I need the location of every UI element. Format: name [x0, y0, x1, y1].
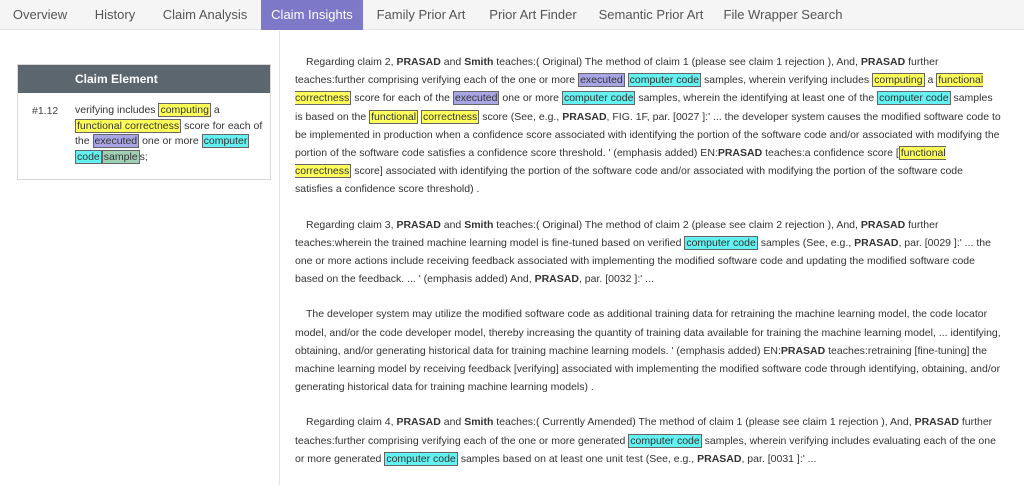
claim-element-number: #1.12	[32, 105, 59, 117]
insight-text: , FIG. 1F, par. [0027 ]:' ... the developer system causes the modified software code to be implemented in production when a confidence score associated with identifying the portion of the software code and/or associated with modifying the portion of the software code satisfies a confidence score threshold. ' (emphasis added) EN:	[295, 110, 1001, 160]
insight-text: and	[443, 56, 462, 68]
insight-text: one or more	[502, 92, 560, 105]
highlight-executed: executed	[454, 92, 498, 105]
tab-semantic-prior-art[interactable]: Semantic Prior Art	[598, 7, 704, 22]
insight-text: teaches:a confidence score [	[765, 147, 899, 160]
insight-text: samples, wherein verifying includes	[704, 74, 870, 87]
claim-element-text	[75, 103, 267, 165]
highlight-functional-correctness: functional correctness	[77, 119, 180, 132]
insight-text: and	[443, 416, 462, 429]
reference-name: PRASAD	[534, 273, 579, 286]
tab-prior-art-finder[interactable]: Prior Art Finder	[489, 7, 577, 22]
insight-text: samples, wherein verifying includes evaluating each of the one or more generated	[295, 434, 996, 465]
insight-text: a	[927, 74, 934, 87]
tab-overview[interactable]: Overview	[12, 7, 68, 22]
insight-paragraph-quote	[295, 305, 1003, 396]
highlight-executed: executed	[580, 74, 623, 87]
highlight-computing: computing	[160, 104, 209, 116]
insight-text: , par. [0031 ]:' ...	[741, 452, 817, 465]
reference-name: PRASAD	[396, 218, 441, 231]
reference-name: PRASAD	[396, 416, 441, 429]
insight-text: teaches:( Original) The method of claim 2 (please see claim 2 rejection ), And,	[496, 218, 858, 231]
insight-text: teaches:retraining [fine-tuning] the machine learning model by receiving feedback [verifying] associated with implementing the modified software code through identifying, obtaining, and/or generating historical data for training machine learning models) .	[295, 344, 1001, 394]
tab-history[interactable]: History	[94, 7, 136, 22]
insight-text: Regarding claim 3,	[306, 218, 394, 231]
insight-paragraph-claim-3	[295, 216, 1003, 289]
insight-text: and	[443, 218, 462, 231]
highlight-correctness: correctness	[423, 110, 478, 123]
tab-claim-insights[interactable]: Claim Insights	[261, 0, 363, 30]
insight-text: further teaches:further comprising verifying each of the one or more generated	[295, 416, 993, 447]
highlight-computer-code: computer code	[630, 434, 700, 447]
reference-name: PRASAD	[396, 56, 441, 68]
reference-name: PRASAD	[717, 147, 763, 160]
highlight-functional-correctness: functional correctness	[295, 74, 984, 105]
highlight-computer-code: computer code	[386, 452, 456, 465]
highlight-computer-code: computer code	[563, 92, 634, 105]
insight-text: further teaches:further comprising verifying each of the one or more	[295, 56, 939, 87]
highlight-sample: sample	[103, 150, 138, 163]
claim-text: s;	[139, 150, 148, 163]
highlight-executed: executed	[94, 135, 138, 147]
reference-name: PRASAD	[697, 452, 742, 465]
insight-paragraph-claim-2	[295, 53, 1003, 199]
claim-text: score for each of the	[75, 119, 263, 147]
reference-name: PRASAD	[860, 218, 906, 231]
reference-name: Smith	[464, 416, 494, 429]
reference-name: PRASAD	[562, 110, 607, 123]
highlight-computer: computer	[203, 135, 248, 147]
highlight-functional: functional	[371, 110, 417, 123]
claim-element-card	[17, 64, 271, 180]
highlight-code: code	[77, 150, 100, 163]
reference-name: PRASAD	[860, 56, 906, 68]
highlight-computer-code: computer code	[686, 236, 756, 249]
insight-text: further teaches:wherein the trained machine learning model is fine-tuned based on verified	[295, 218, 939, 249]
reference-name: Smith	[464, 56, 494, 68]
tab-file-wrapper-search[interactable]: File Wrapper Search	[723, 7, 843, 22]
claim-text: verifying includes	[75, 104, 156, 116]
reference-name: PRASAD	[780, 344, 826, 357]
reference-name: PRASAD	[914, 416, 959, 429]
claim-text: one or more	[142, 135, 199, 147]
tab-bar	[0, 0, 1024, 30]
insight-text: samples (See, e.g.,	[760, 236, 852, 249]
insight-text: score] associated with identifying the portion of the software code and/or associated with modifying the portion of the software code satisfies a confidence score threshold) .	[295, 165, 963, 196]
insights-content	[295, 53, 1003, 485]
insight-text: teaches:( Currently Amended) The method of claim 1 (please see claim 1 rejection ), And,	[496, 416, 912, 429]
insight-text: samples, wherein the identifying at least one of the	[638, 92, 875, 105]
tab-family-prior-art[interactable]: Family Prior Art	[376, 7, 466, 22]
highlight-functional-correctness: functional correctness	[295, 147, 946, 178]
reference-name: Smith	[464, 218, 494, 231]
claim-element-header: Claim Element	[18, 65, 270, 93]
insight-text: Regarding claim 2,	[306, 56, 394, 68]
insight-text: samples based on at least one unit test (See, e.g.,	[460, 452, 695, 465]
tab-claim-analysis[interactable]: Claim Analysis	[162, 7, 248, 22]
insight-text: score for each of the	[354, 92, 450, 105]
insight-text: The developer system may utilize the modified software code as additional training data for retraining the machine learning model, the code locator model, and/or the code developer model, thereby increasing the quantity of training data available for training the machine learning model, ... identifying, obtaining, and/or generating historical data for training machine learning models. ' (emphasis added) EN:	[295, 308, 1001, 357]
insight-text: samples is based on the	[295, 92, 993, 123]
insight-paragraph-claim-4	[295, 413, 1003, 468]
insight-text: , par. [0032 ]:' ...	[578, 273, 654, 286]
highlight-computer-code: computer code	[879, 92, 949, 105]
insight-text: teaches:( Original) The method of claim 1 (please see claim 1 rejection ), And,	[496, 56, 858, 68]
insight-text: Regarding claim 4,	[306, 416, 394, 429]
highlight-computer-code: computer code	[629, 74, 700, 87]
insight-text: , par. [0029 ]:' ... the one or more actions include receiving feedback associated with implementing the modified software code and updating the modified software code based on the feedback. ... ' (emphasis added) And,	[295, 236, 991, 286]
insight-text: score (See, e.g.,	[482, 110, 560, 123]
highlight-computing: computing	[874, 74, 923, 87]
claim-text: a	[213, 104, 220, 116]
reference-name: PRASAD	[854, 236, 899, 249]
